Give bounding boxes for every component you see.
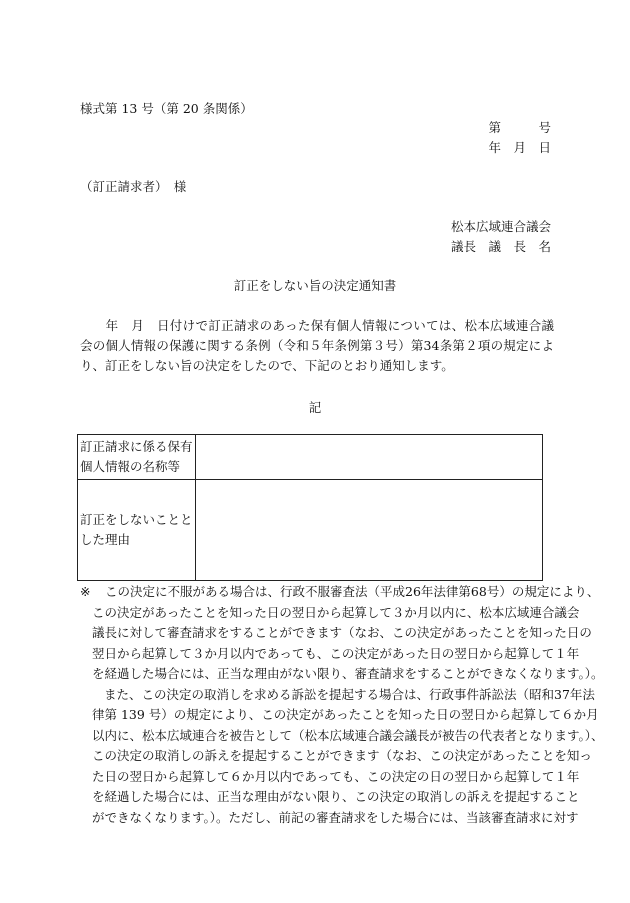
note-line: この決定があったことを知った日の翌日から起算して３か月以内に、松本広域連合議会 (92, 604, 580, 620)
note-line: を経過した場合には、正当な理由がない限り、この決定の取消しの訴えを提起すること (92, 789, 580, 804)
details-table (77, 434, 543, 581)
note-line: 議長に対して審査請求をすることができます（なお、この決定があったことを知った日の (92, 625, 592, 640)
table-value-information-name (196, 435, 543, 480)
note-line: 律第 139 号）の規定により、この決定があったことを知った日の翌日から起算して６か月 (92, 707, 599, 722)
addressee: （訂正請求者） 様 (80, 179, 187, 194)
appeal-note (80, 582, 604, 828)
sender-organization: 松本広域連合議会 (450, 219, 551, 234)
note-line: を経過した場合には、正当な理由がない限り、審査請求をすることができなくなります。）。 (92, 666, 604, 681)
document-number: 第 号 (488, 120, 551, 135)
note-line: この決定の取消しの訴えを提起することができます（なお、この決定があったことを知っ (92, 748, 592, 763)
document-title: 訂正をしない旨の決定通知書 (233, 278, 397, 293)
note-line: た日の翌日から起算して６か月以内であっても、この決定の日の翌日から起算して１年 (92, 768, 580, 784)
body-text: 年 月 日付けで訂正請求のあった保有個人情報については、松本広域連合議会の個人情報の保護に関する条例（令和５年条例第３号）第34条第２項の規定により、訂正をしない旨の決定をしたので、下記のとおり通知します。 (80, 318, 554, 373)
table-row (78, 480, 543, 581)
note-line: 以内に、松本広域連合を被告として（松本広域連合議会議長が被告の代表者となります。）、 (92, 727, 604, 743)
sender-name: 議長 議 長 名 (450, 239, 551, 254)
form-number: 様式第 13 号（第 20 条関係） (80, 101, 253, 116)
table-row (78, 435, 543, 480)
document-date: 年 月 日 (488, 140, 551, 155)
table-label-information-name: 訂正請求に係る保有個人情報の名称等 (78, 435, 196, 480)
note-line: また、この決定の取消しを求める訴訟を提起する場合は、行政事件訴訟法（昭和37年法 (104, 686, 595, 702)
body-paragraph (80, 316, 554, 376)
note-line: この決定に不服がある場合は、行政不服審査法（平成26年法律第68号）の規定により、 (105, 584, 600, 599)
note-line: ができなくなります。）。ただし、前記の審査請求をした場合には、当該審査請求に対す (92, 809, 579, 825)
table-value-reason (196, 480, 543, 581)
ki-heading: 記 (308, 400, 322, 415)
table-label-reason: 訂正をしないこととした理由 (78, 480, 196, 581)
note-line: 翌日から起算して３か月以内であっても、この決定があった日の翌日から起算して１年 (92, 645, 580, 661)
note-mark: ※ (80, 584, 91, 599)
